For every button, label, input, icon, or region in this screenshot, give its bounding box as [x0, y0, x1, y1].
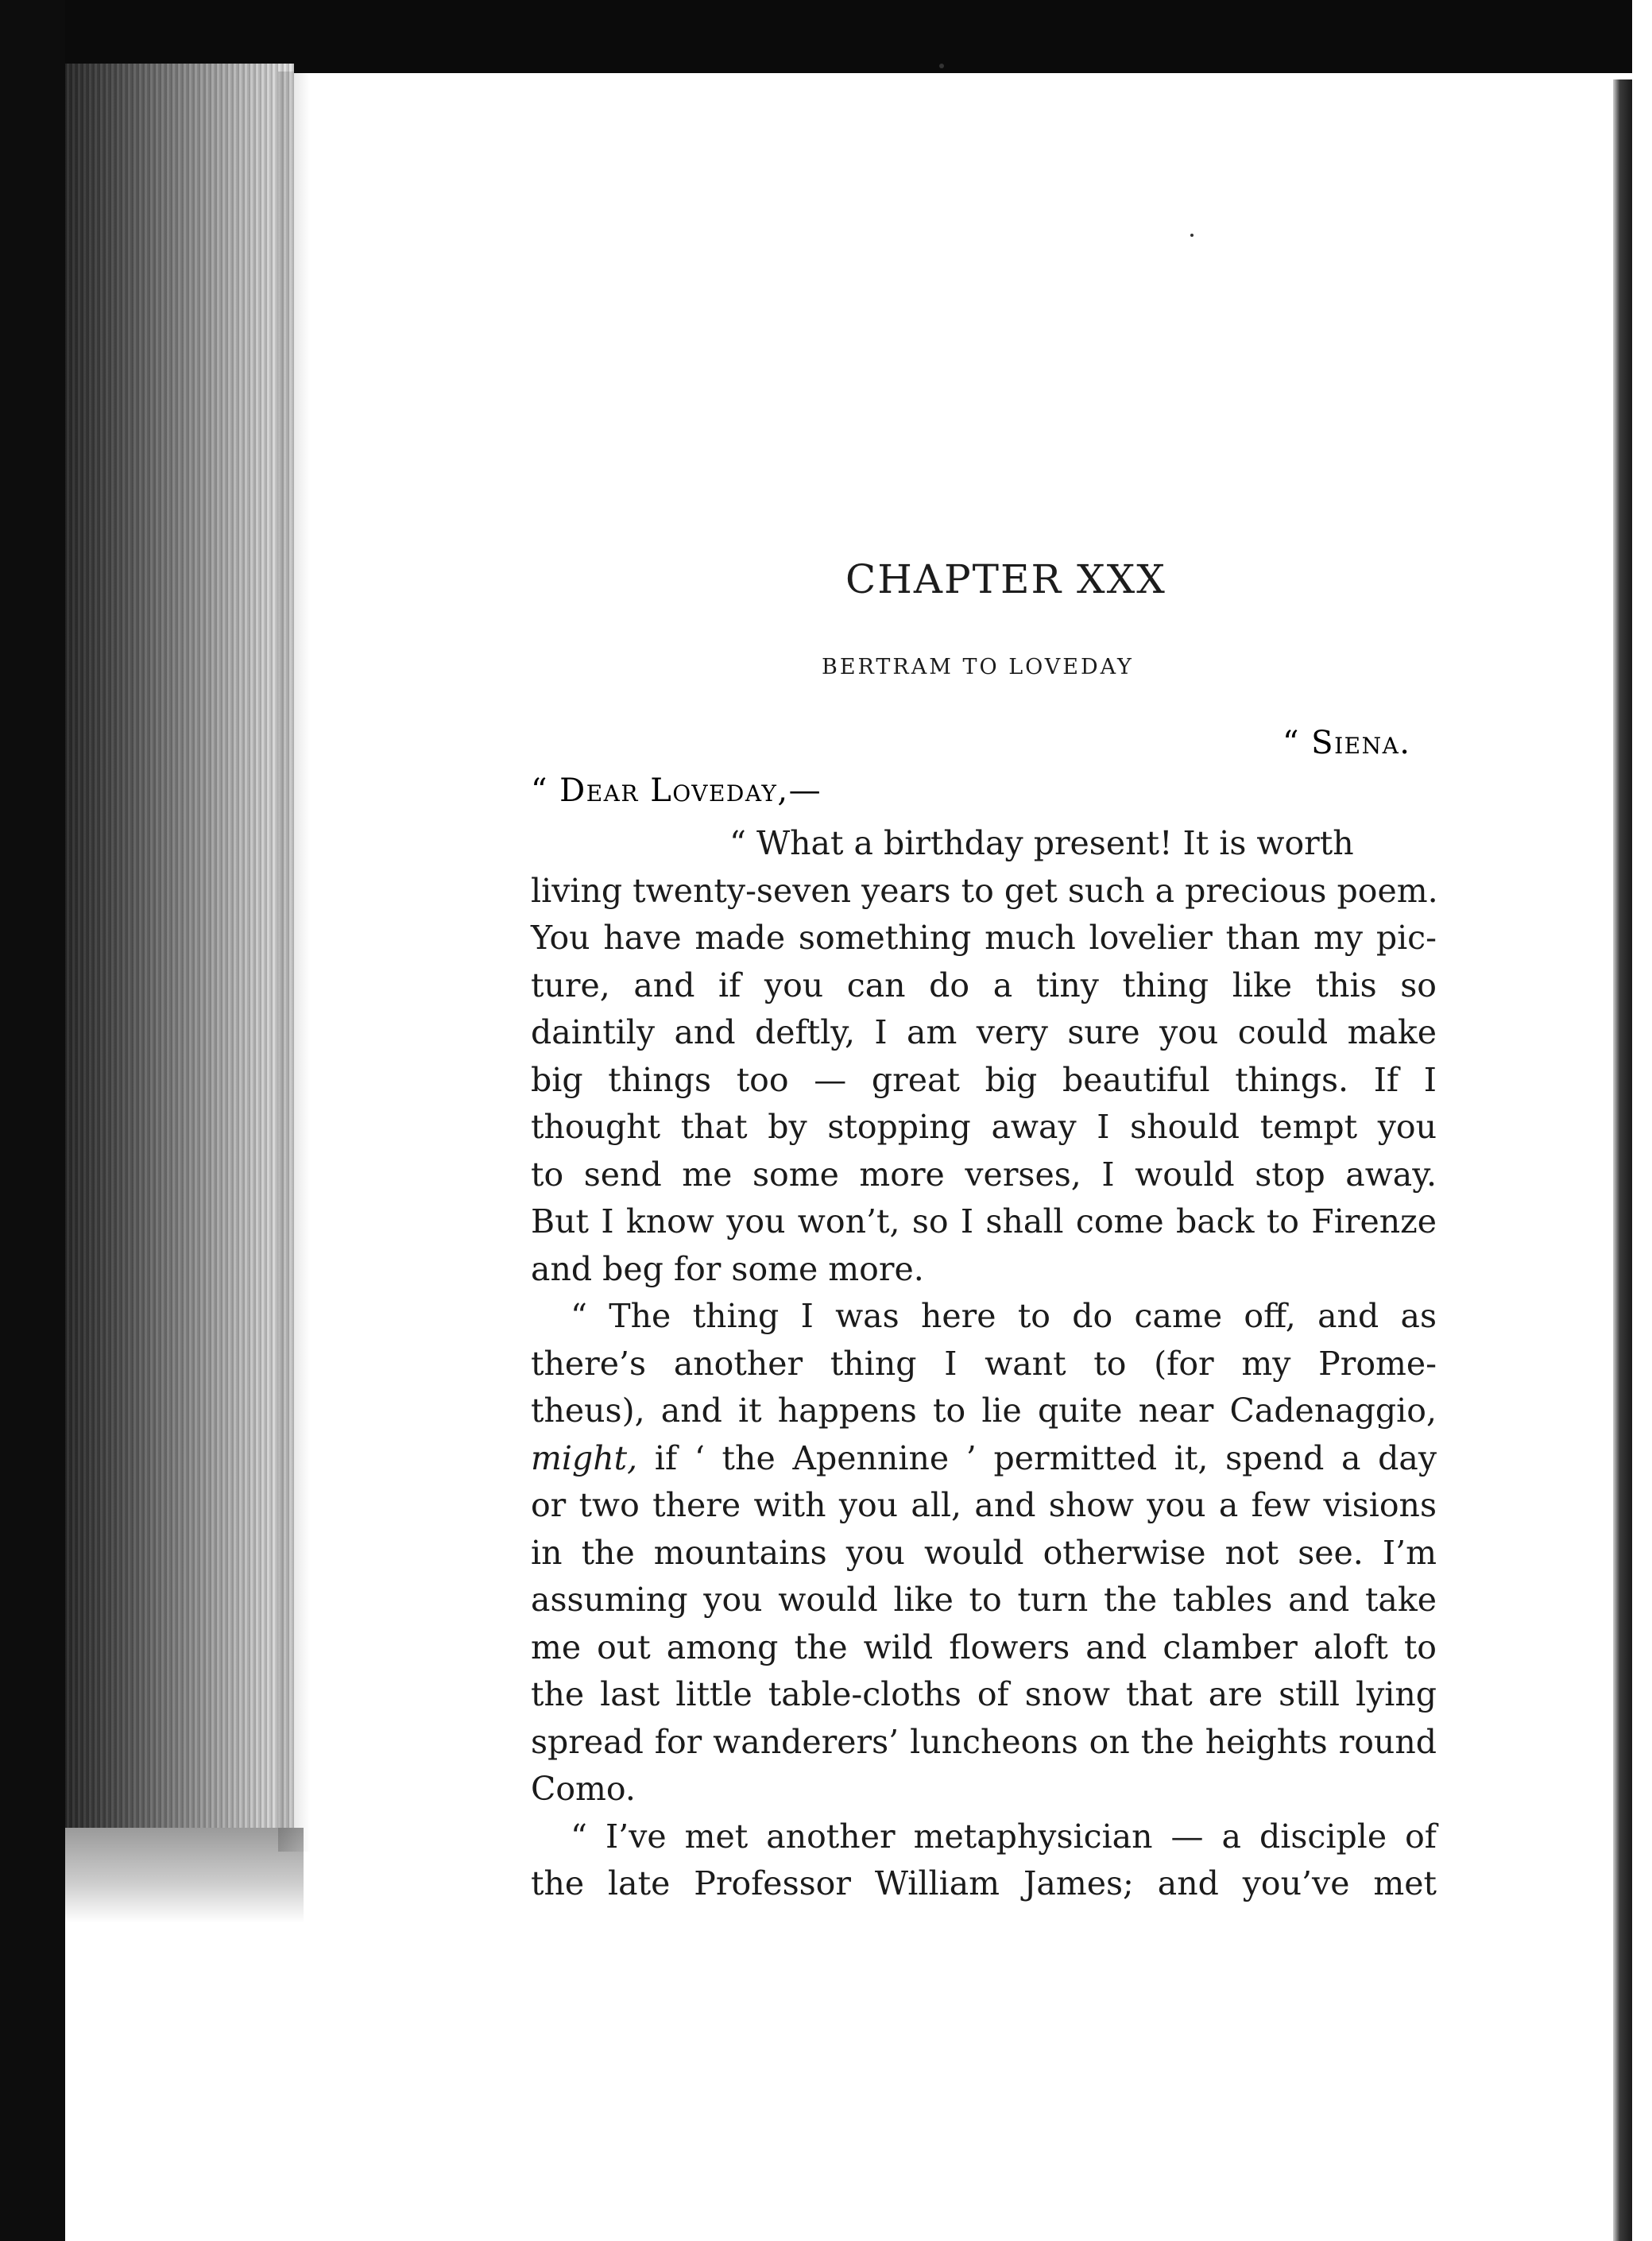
text-line: and beg for some more.	[531, 1249, 924, 1288]
text-line: daintily and deftly, I am very sure you could make	[531, 1013, 1437, 1051]
text-line: theus), and it happens to lie quite near Cadenaggio,	[531, 1391, 1437, 1430]
book-page-edges	[65, 64, 294, 1844]
text-line: me out among the wild flowers and clamber aloft to	[531, 1628, 1437, 1666]
scan-border-left	[0, 0, 65, 2241]
letter-place-text: “ Siena.	[1283, 725, 1411, 761]
text-line: assuming you would like to turn the tables and take	[531, 1581, 1437, 1619]
chapter-title: CHAPTER XXX	[845, 556, 1166, 602]
text-line: to send me some more verses, I would stop away.	[531, 1155, 1437, 1194]
text-line: or two there with you all, and show you a few visions	[531, 1486, 1437, 1524]
text-line: living twenty-seven years to get such a precious poem.	[531, 871, 1438, 910]
right-page-edge	[1613, 79, 1632, 2241]
text-line: ture, and if you can do a tiny thing like this so	[531, 966, 1437, 1004]
scan-border-top	[0, 0, 1652, 73]
text-line: might, if ‘ the Apennine ’ permitted it, spend a day	[531, 1438, 1437, 1477]
text-line: “ The thing I was here to do came off, and as	[571, 1297, 1437, 1335]
letter-salutation-text: “ Dear Loveday,—	[531, 772, 822, 809]
text-line: thought that by stopping away I should tempt you	[531, 1108, 1437, 1146]
text-line: You have made something much lovelier than my pic-	[531, 919, 1437, 957]
gutter-shadow	[278, 72, 310, 1852]
text-line: spread for wanderers’ luncheons on the heights round	[531, 1722, 1437, 1761]
text-line: in the mountains you would otherwise not see. I’m	[531, 1533, 1437, 1572]
text-line: “ I’ve met another metaphysician — a disciple of	[571, 1817, 1437, 1856]
chapter-subtitle: BERTRAM TO LOVEDAY	[822, 655, 1134, 679]
text-line: But I know you won’t, so I shall come back to Firenze	[531, 1202, 1437, 1240]
text-line: there’s another thing I want to (for my Prome-	[531, 1344, 1437, 1383]
scan-speck	[939, 64, 944, 68]
book-page-edges-bottom	[65, 1828, 304, 1923]
text-line: “ What a birthday present! It is worth	[729, 824, 1354, 862]
text-line: the late Professor William James; and you’ve met	[531, 1864, 1437, 1902]
text-line: the last little table-cloths of snow that are still lying	[531, 1675, 1437, 1713]
text-line: Como.	[531, 1770, 636, 1808]
scan-speck	[1190, 234, 1194, 237]
letter-place	[1283, 725, 1411, 761]
text-line: big things too — great big beautiful things. If I	[531, 1060, 1437, 1099]
letter-salutation	[531, 772, 822, 809]
scan-border-right	[1632, 0, 1652, 2241]
